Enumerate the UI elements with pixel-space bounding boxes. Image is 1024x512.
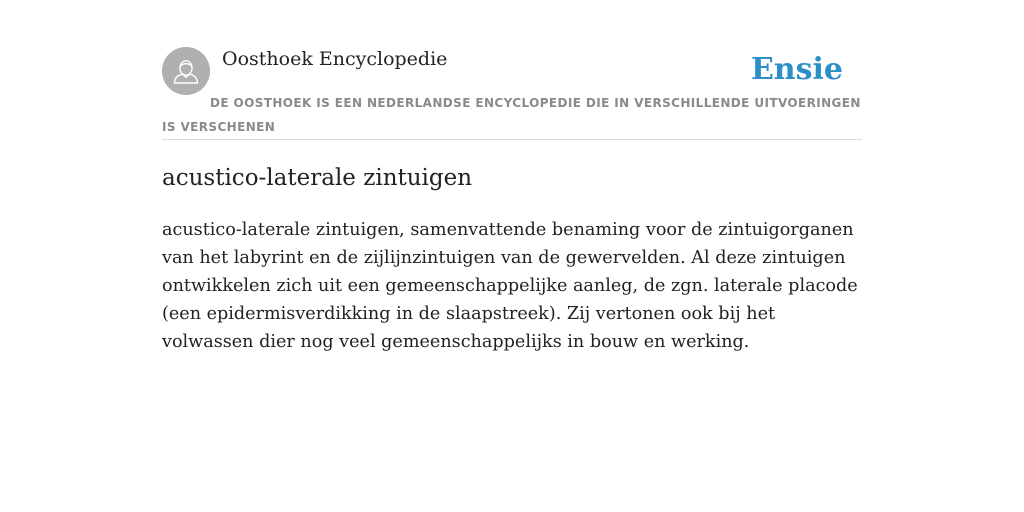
entry-title: acustico-laterale zintuigen [162, 165, 473, 191]
header-divider [162, 139, 862, 140]
ensie-logo[interactable]: Ensie [750, 52, 843, 87]
source-title[interactable]: Oosthoek Encyclopedie [222, 48, 448, 70]
avatar-silhouette-icon [162, 47, 210, 95]
source-subtitle: DE OOSTHOEK IS EEN NEDERLANDSE ENCYCLOPEDIE DIE IN VERSCHILLENDE UITVOERINGEN IS VERSCHENEN [162, 96, 861, 134]
entry-body: acustico-laterale zintuigen, samenvattende benaming voor de zintuigorganen van het labyrint en de zijlijnzintuigen van de gewervelden. Al deze zintuigen ontwikkelen zich uit een gemeenschappelijke aanleg, de zgn. laterale placode (een epidermisverdikking in de slaapstreek). Zij vertonen ook bij het volwassen dier nog veel gemeenschappelijks in bouw en werking. [162, 220, 858, 352]
user-avatar-icon[interactable] [162, 47, 210, 95]
